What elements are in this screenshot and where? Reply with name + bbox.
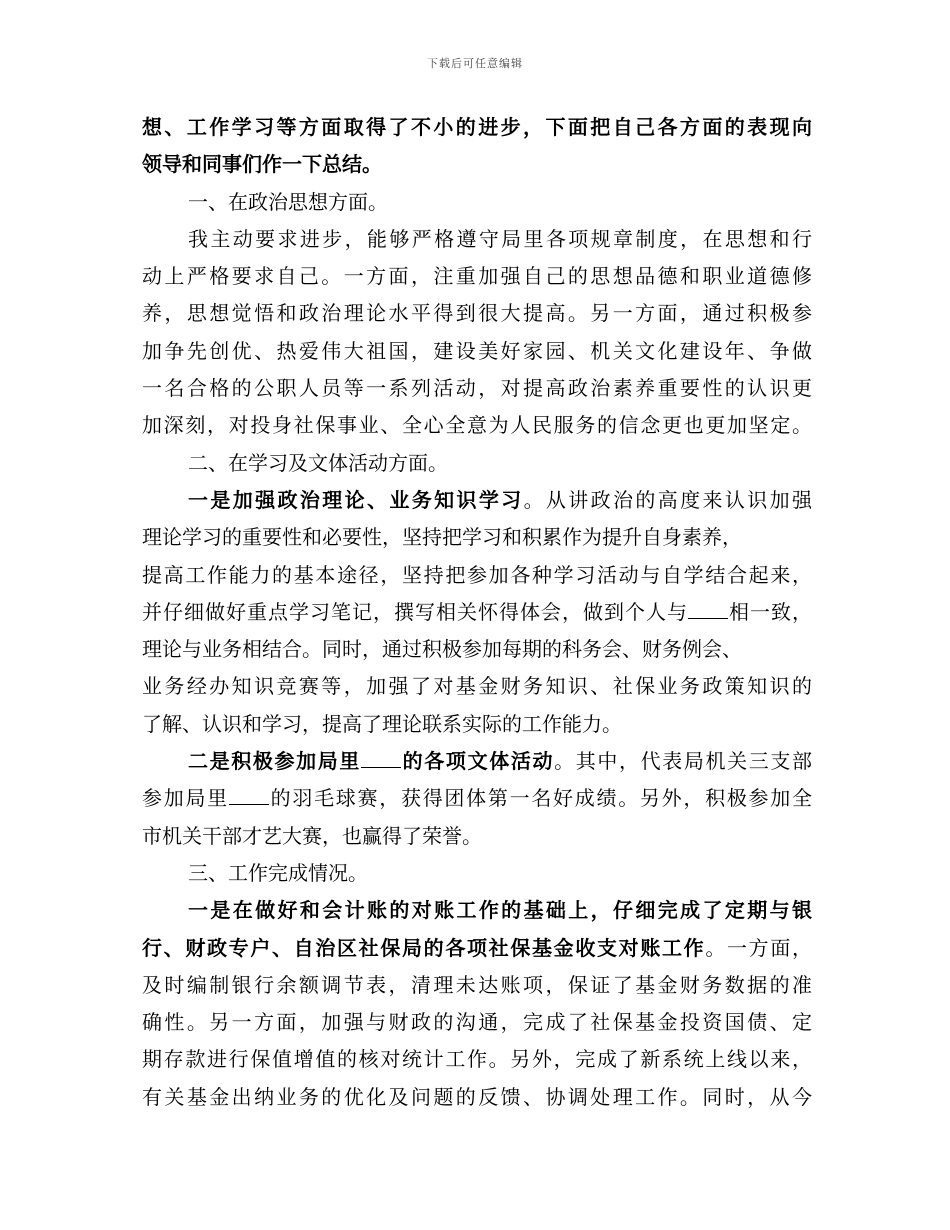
line-text: 提高工作能力的基本途径，坚持把参加各种学习活动与自学结合起来， (142, 562, 812, 587)
text-line (142, 519, 812, 556)
text-line (142, 295, 812, 332)
line-text: 及时编制银行余额调节表，清理未达账项，保证了基金财务数据的准 (142, 972, 812, 997)
line-text: 相一致， (728, 599, 812, 624)
line-text: 。一方面， (705, 935, 812, 960)
line-text: 动上严格要求自己。一方面，注重加强自己的思想品德和职业道德修 (142, 264, 812, 289)
text-line (142, 594, 812, 631)
line-text: 的羽毛球赛，获得团体第一名好成绩。另外，积极参加全 (268, 786, 812, 811)
text-line (142, 146, 812, 183)
bold-phrase: 行、财政专户、自治区社保局的各项社保基金收支对账工作 (142, 935, 706, 960)
line-text: 加深刻，对投身社保事业、全心全意为人民服务的信念更也更加坚定。 (142, 413, 812, 438)
blank-underline (361, 749, 401, 768)
bold-phrase: 二是积极参加局里 (188, 749, 362, 774)
line-text: 领导和同事们作一下总结。 (142, 152, 382, 177)
text-line (142, 184, 812, 221)
line-text: 参加局里 (142, 786, 229, 811)
line-text: 想、工作学习等方面取得了不小的进步，下面把自己各方面的表现向 (142, 115, 812, 139)
page-header: 下载后可任意编辑 (427, 57, 523, 70)
text-line (142, 1041, 812, 1078)
text-line (142, 706, 812, 743)
text-line (142, 892, 812, 929)
document-body (142, 109, 812, 1116)
text-line (142, 445, 812, 482)
text-line (142, 780, 812, 817)
line-text: 二、在学习及文体活动方面。 (188, 450, 448, 475)
line-text: 并仔细做好重点学习笔记，撰写相关怀得体会，做到个人与 (142, 599, 688, 624)
text-line (142, 482, 812, 519)
text-line (142, 407, 812, 444)
line-text: 业务经办知识竞赛等，加强了对基金财务知识、社保业务政策知识的 (142, 674, 812, 699)
text-line (142, 818, 812, 855)
line-text: 。从讲政治的高度来认识加强 (523, 487, 812, 512)
text-line (142, 855, 812, 892)
line-text: 。其中，代表局机关三支部 (554, 749, 812, 774)
line-text: 理论学习的重要性和必要性，坚持把学习和积累作为提升自身素养， (142, 525, 742, 550)
text-line (142, 743, 812, 780)
text-line (142, 1004, 812, 1041)
text-line (142, 967, 812, 1004)
bold-phrase: 的各项文体活动 (401, 749, 555, 774)
bold-phrase: 一是加强政治理论、业务知识学习 (188, 487, 524, 512)
text-line (142, 109, 812, 146)
line-text: 理论与业务相结合。同时，通过积极参加每期的科务会、财务例会、 (142, 637, 742, 662)
line-text: 确性。另一方面，加强与财政的沟通，完成了社保基金投资国债、定 (142, 1010, 812, 1035)
line-text: 一、在政治思想方面。 (188, 189, 388, 214)
text-line (142, 557, 812, 594)
line-text: 一名合格的公职人员等一系列活动，对提高政治素养重要性的认识更 (142, 376, 812, 401)
text-line (142, 370, 812, 407)
blank-underline (229, 786, 269, 805)
line-text: 我主动要求进步，能够严格遵守局里各项规章制度，在思想和行 (188, 226, 812, 251)
text-line (142, 258, 812, 295)
text-line (142, 221, 812, 258)
line-text: 了解、认识和学习，提高了理论联系实际的工作能力。 (142, 711, 622, 736)
line-text: 加争先创优、热爱伟大祖国，建设美好家园、机关文化建设年、争做 (142, 338, 812, 363)
text-line (142, 930, 812, 967)
line-text: 三、工作完成情况。 (188, 860, 368, 885)
blank-underline (688, 600, 728, 619)
line-text: 养，思想觉悟和政治理论水平得到很大提高。另一方面，通过积极参 (142, 301, 812, 326)
text-line (142, 1079, 812, 1116)
text-line (142, 333, 812, 370)
line-text: 有关基金出纳业务的优化及问题的反馈、协调处理工作。同时，从今 (142, 1084, 812, 1109)
line-text: 市机关干部才艺大赛，也赢得了荣誉。 (142, 823, 482, 848)
text-line (142, 631, 812, 668)
line-text: 期存款进行保值增值的核对统计工作。另外，完成了新系统上线以来， (142, 1047, 812, 1072)
text-line (142, 668, 812, 705)
line-text: 一是在做好和会计账的对账工作的基础上，仔细完成了定期与银 (188, 898, 812, 923)
